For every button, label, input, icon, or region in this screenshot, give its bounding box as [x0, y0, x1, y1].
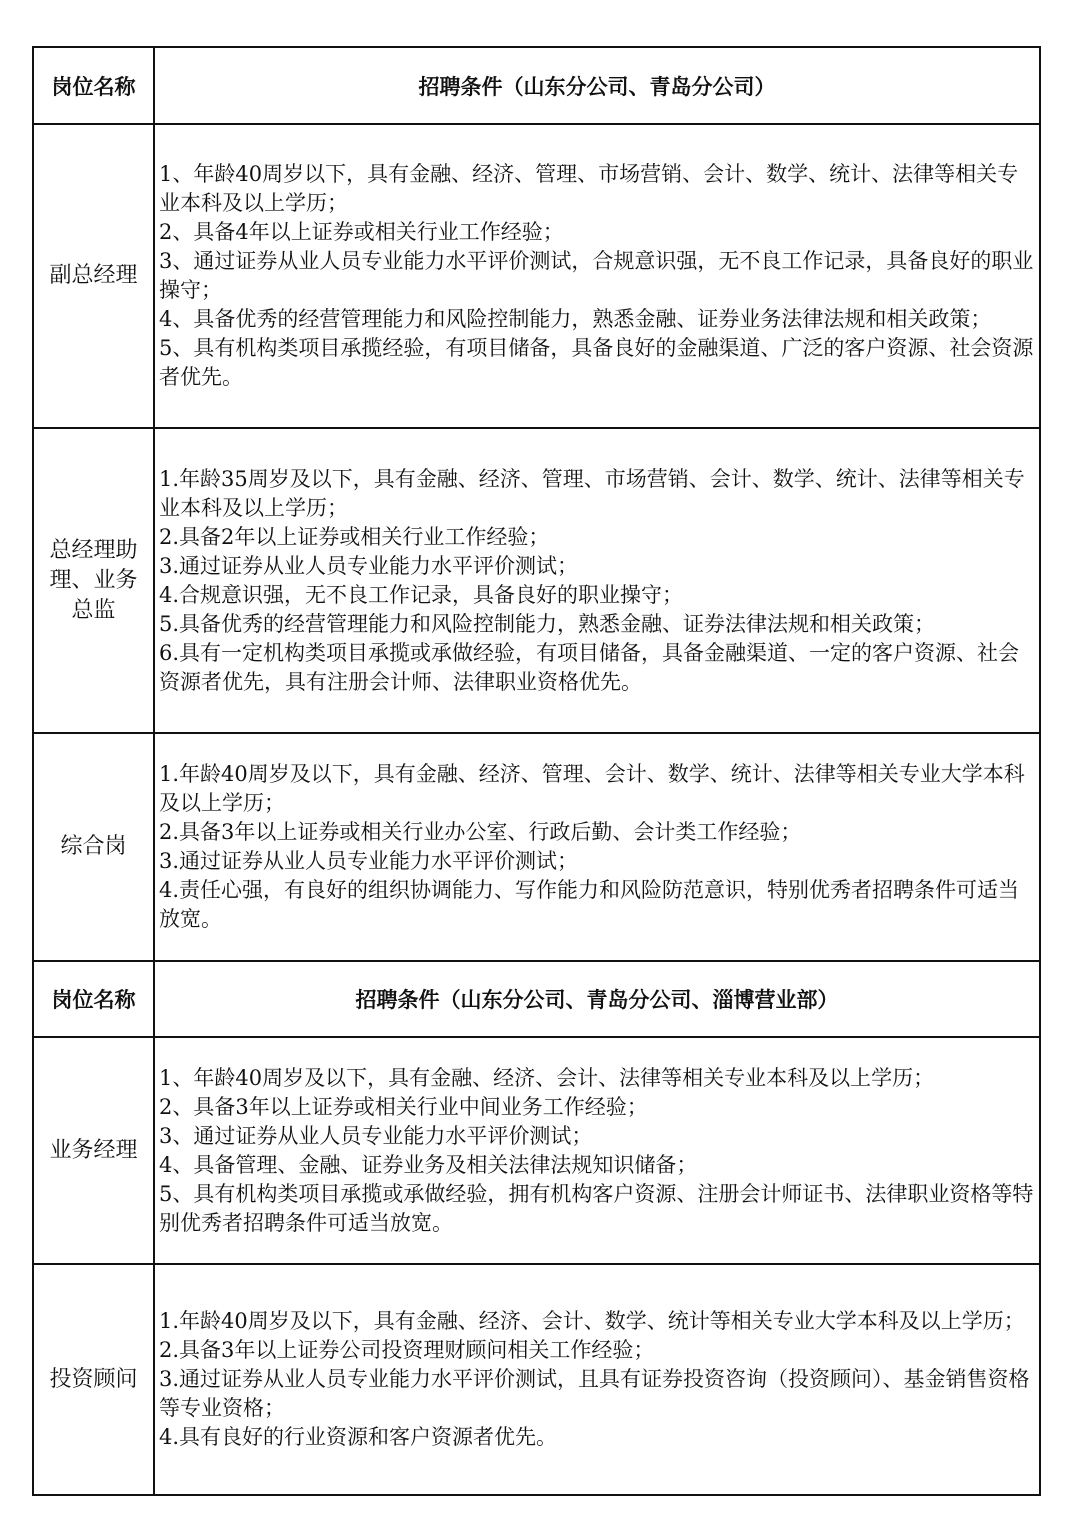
requirements-cell — [154, 1264, 1040, 1495]
position-cell: 投资顾问 — [33, 1264, 154, 1495]
requirement-line: 2.具备3年以上证券公司投资理财顾问相关工作经验； — [159, 1338, 655, 1362]
requirement-line: 6.具有一定机构类项目承揽或承做经验，有项目储备，具备金融渠道、一定的客户资源、社会资源者优先，具有注册会计师、法律职业资格优先。 — [159, 640, 1020, 694]
requirements-cell — [154, 1037, 1040, 1264]
position-header: 岗位名称 — [33, 961, 154, 1037]
requirements-cell — [154, 124, 1040, 428]
table-row — [33, 124, 1040, 428]
requirement-line: 2.具备3年以上证券或相关行业办公室、行政后勤、会计类工作经验； — [159, 820, 802, 844]
table-row — [33, 428, 1040, 733]
position-header: 岗位名称 — [33, 47, 154, 124]
requirement-line: 5.具备优秀的经营管理能力和风险控制能力，熟悉金融、证券法律法规和相关政策； — [159, 611, 936, 636]
table-header-row — [33, 961, 1040, 1037]
table-row — [33, 733, 1040, 961]
requirements-cell — [154, 428, 1040, 733]
requirement-line: 2、具备3年以上证券或相关行业中间业务工作经验； — [159, 1094, 648, 1119]
requirement-line: 4.合规意识强，无不良工作记录，具备良好的职业操守； — [159, 582, 684, 607]
position-cell: 综合岗 — [33, 733, 154, 961]
requirement-line: 3.通过证券从业人员专业能力水平评价测试； — [159, 849, 579, 873]
requirement-line: 2、具备4年以上证券或相关行业工作经验； — [159, 220, 564, 244]
conditions-header: 招聘条件（山东分公司、青岛分公司、淄博营业部） — [154, 961, 1040, 1037]
requirement-line: 4.具有良好的行业资源和客户资源者优先。 — [159, 1425, 558, 1449]
requirement-line: 4、具备管理、金融、证券业务及相关法律法规知识储备； — [159, 1152, 698, 1177]
requirement-line: 4.责任心强，有良好的组织协调能力、写作能力和风险防范意识，特别优秀者招聘条件可适当放宽。 — [159, 878, 1020, 931]
conditions-header: 招聘条件（山东分公司、青岛分公司） — [154, 47, 1040, 124]
requirement-line: 2.具备2年以上证券或相关行业工作经验； — [159, 524, 550, 549]
requirement-line: 5、具有机构类项目承揽经验，有项目储备，具备良好的金融渠道、广泛的客户资源、社会资源者优先。 — [159, 336, 1034, 389]
requirement-line: 1、年龄40周岁以下，具有金融、经济、管理、市场营销、会计、数学、统计、法律等相关专业本科及以上学历； — [159, 162, 1019, 215]
requirement-line: 3.通过证券从业人员专业能力水平评价测试； — [159, 553, 579, 578]
position-cell: 总经理助理、业务总监 — [33, 428, 154, 733]
table-row — [33, 1037, 1040, 1264]
table-row — [33, 1264, 1040, 1495]
recruitment-table — [32, 46, 1041, 1496]
requirements-cell — [154, 733, 1040, 961]
requirement-line: 3、通过证券从业人员专业能力水平评价测试； — [159, 1123, 593, 1148]
requirement-line: 5、具有机构类项目承揽或承做经验，拥有机构客户资源、注册会计师证书、法律职业资格等特别优秀者招聘条件可适当放宽。 — [159, 1181, 1034, 1235]
requirement-line: 1.年龄40周岁及以下，具有金融、经济、管理、会计、数学、统计、法律等相关专业大学本科及以上学历； — [159, 762, 1025, 815]
requirement-line: 3、通过证券从业人员专业能力水平评价测试，合规意识强，无不良工作记录，具备良好的职业操守； — [159, 249, 1034, 302]
requirement-line: 3.通过证券从业人员专业能力水平评价测试，且具有证券投资咨询（投资顾问）、基金销售资格等专业资格； — [159, 1367, 1030, 1420]
requirement-line: 1.年龄35周岁及以下，具有金融、经济、管理、市场营销、会计、数学、统计、法律等相关专业本科及以上学历； — [159, 466, 1025, 520]
position-cell: 副总经理 — [33, 124, 154, 428]
requirement-line: 4、具备优秀的经营管理能力和风险控制能力，熟悉金融、证券业务法律法规和相关政策； — [159, 307, 992, 331]
table-header-row — [33, 47, 1040, 124]
requirement-line: 1、年龄40周岁及以下，具有金融、经济、会计、法律等相关专业本科及以上学历； — [159, 1065, 935, 1090]
position-cell: 业务经理 — [33, 1037, 154, 1264]
requirement-line: 1.年龄40周岁及以下，具有金融、经济、会计、数学、统计等相关专业大学本科及以上学历； — [159, 1309, 1025, 1333]
